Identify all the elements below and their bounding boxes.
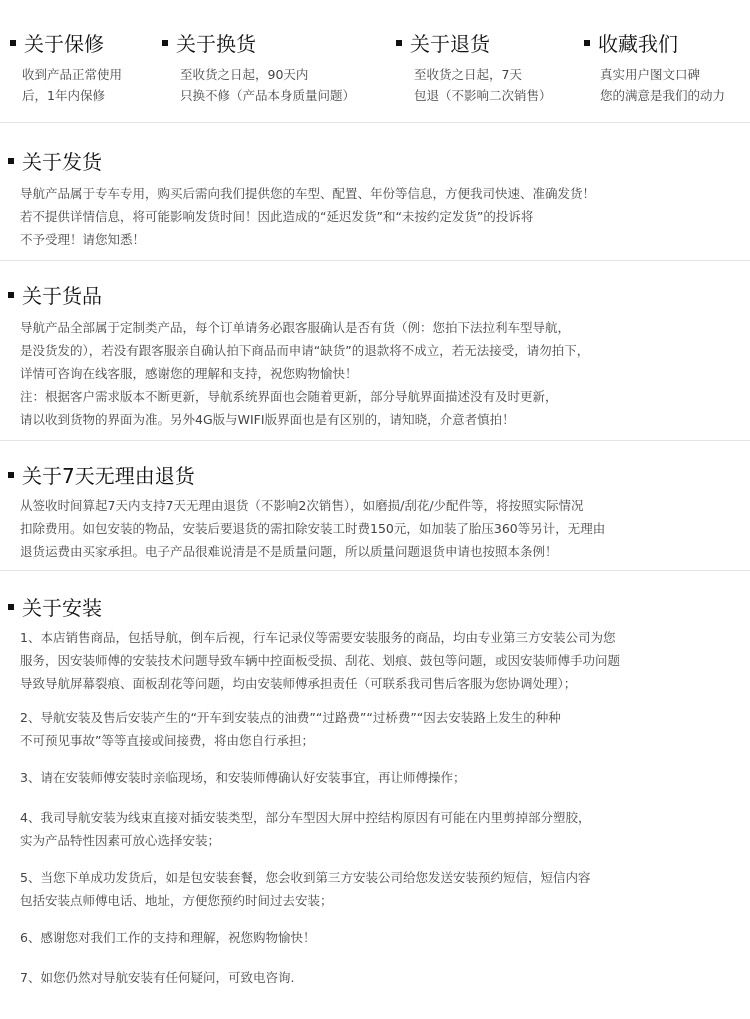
text-line: 扣除费用。如包安装的物品，安装后要退货的需扣除安装工时费150元，如加装了胎压360等另计，无理由 (20, 521, 606, 536)
bullet-icon (8, 292, 14, 298)
text-line: 服务，因安装师傅的安装技术问题导致车辆中控面板受损、刮花、划痕、鼓包等问题，或因安装师傅手功问题 (20, 653, 621, 668)
text-line: 详情可咨询在线客服，感谢您的理解和支持，祝您购物愉快！ (20, 366, 358, 381)
section-divider (0, 440, 750, 441)
section-divider (0, 122, 750, 123)
text-line: 1、本店销售商品，包括导航，倒车后视，行车记录仪等需要安装服务的商品，均由专业第三方安装公司为您 (20, 630, 616, 645)
installation-heading (8, 592, 102, 621)
text-line: 若不提供详情信息，将可能影响发货时间！因此造成的“延迟发货”和“未按约定发货”的投诉将 (20, 209, 534, 224)
text-line: 2、导航安装及售后安装产生的“开车到安装点的油费”“过路费”“过桥费”“因去安装路上发生的种种 (20, 710, 561, 725)
shipping-text (20, 182, 595, 251)
text-line: 只换不修（产品本身质量问题） (180, 88, 356, 103)
warranty-heading (10, 28, 104, 57)
goods-text (20, 316, 589, 431)
favorite-title: 收藏我们 (598, 32, 678, 56)
bullet-icon (396, 40, 402, 46)
install-item-6 (20, 926, 315, 949)
bullet-icon (10, 40, 16, 46)
install-item-7 (20, 966, 294, 989)
text-line: 6、感谢您对我们工作的支持和理解，祝您购物愉快！ (20, 930, 316, 945)
text-line: 请以收到货物的界面为准。另外4G版与WIFI版界面也是有区别的，请知晓，介意者慎拍！ (20, 412, 515, 427)
exchange-title: 关于换货 (176, 32, 256, 56)
text-line: 不可预见事故”等等直接或间接费，将由您自行承担； (20, 733, 314, 748)
warranty-title: 关于保修 (24, 32, 104, 56)
text-line: 真实用户图文口碑 (600, 67, 701, 82)
shipping-heading (8, 146, 102, 175)
text-line: 退货运费由买家承担。电子产品很难说清是不是质量问题，所以质量问题退货申请也按照本条例！ (20, 544, 558, 559)
return-text (414, 64, 552, 106)
seven-day-return-title: 关于7天无理由退货 (22, 464, 195, 488)
text-line: 5、当您下单成功发货后，如是包安装套餐，您会收到第三方安装公司给您发送安装预约短信，短信内容 (20, 870, 591, 885)
seven-day-return-text (20, 494, 605, 563)
text-line: 包退（不影响二次销售） (414, 88, 552, 103)
text-line: 收到产品正常使用 (22, 67, 123, 82)
text-line: 不予受理！请您知悉！ (20, 232, 146, 247)
goods-title: 关于货品 (22, 284, 102, 308)
bullet-icon (162, 40, 168, 46)
text-line: 导航产品全部属于定制类产品，每个订单请务必跟客服确认是否有货（例：您拍下法拉利车型导航， (20, 320, 571, 335)
text-line: 导致导航屏幕裂痕、面板刮花等问题，均由安装师傅承担责任（可联系我司售后客服为您协调处理）； (20, 676, 577, 691)
text-line: 您的满意是我们的动力 (600, 88, 726, 103)
text-line: 包括安装点师傅电话、地址，方便您预约时间过去安装； (20, 893, 333, 908)
exchange-text (180, 64, 355, 106)
text-line: 3、请在安装师傅安装时亲临现场，和安装师傅确认好安装事宜，再让师傅操作； (20, 770, 466, 785)
install-item-2 (20, 706, 561, 752)
section-divider (0, 260, 750, 261)
seven-day-return-heading (8, 460, 195, 489)
warranty-text (22, 64, 122, 106)
bullet-icon (8, 604, 14, 610)
text-line: 7、如您仍然对导航安装有任何疑问，可致电咨询. (20, 970, 295, 985)
text-line: 注：根据客户需求版本不断更新，导航系统界面也会随着更新，部分导航界面描述没有及时更新， (20, 389, 558, 404)
text-line: 至收货之日起，90天内 (180, 67, 309, 82)
shipping-title: 关于发货 (22, 150, 102, 174)
text-line: 4、我司导航安装为线束直接对插安装类型，部分车型因大屏中控结构原因有可能在内里剪掉部分塑胶， (20, 810, 591, 825)
text-line: 导航产品属于专车专用，购买后需向我们提供您的车型、配置、年份等信息，方便我司快速、准确发货！ (20, 186, 596, 201)
installation-title: 关于安装 (22, 596, 102, 620)
bullet-icon (8, 472, 14, 478)
text-line: 从签收时间算起7天内支持7天无理由退货（不影响2次销售），如磨损/刮花/少配件等，将按照实际情况 (20, 498, 584, 513)
bullet-icon (8, 158, 14, 164)
text-line: 实为产品特性因素可放心选择安装； (20, 833, 221, 848)
text-line: 至收货之日起，7天 (414, 67, 522, 82)
favorite-heading (584, 28, 678, 57)
section-divider (0, 570, 750, 571)
return-title: 关于退货 (410, 32, 490, 56)
install-item-4 (20, 806, 590, 852)
text-line: 后，1年内保修 (22, 88, 105, 103)
goods-heading (8, 280, 102, 309)
return-heading (396, 28, 490, 57)
bullet-icon (584, 40, 590, 46)
install-item-5 (20, 866, 590, 912)
install-item-3 (20, 766, 465, 789)
favorite-text (600, 64, 725, 106)
exchange-heading (162, 28, 256, 57)
install-item-1 (20, 626, 620, 695)
text-line: 是没货发的），若没有跟客服亲自确认拍下商品而申请“缺货”的退款将不成立，若无法接受，请勿拍下， (20, 343, 590, 358)
